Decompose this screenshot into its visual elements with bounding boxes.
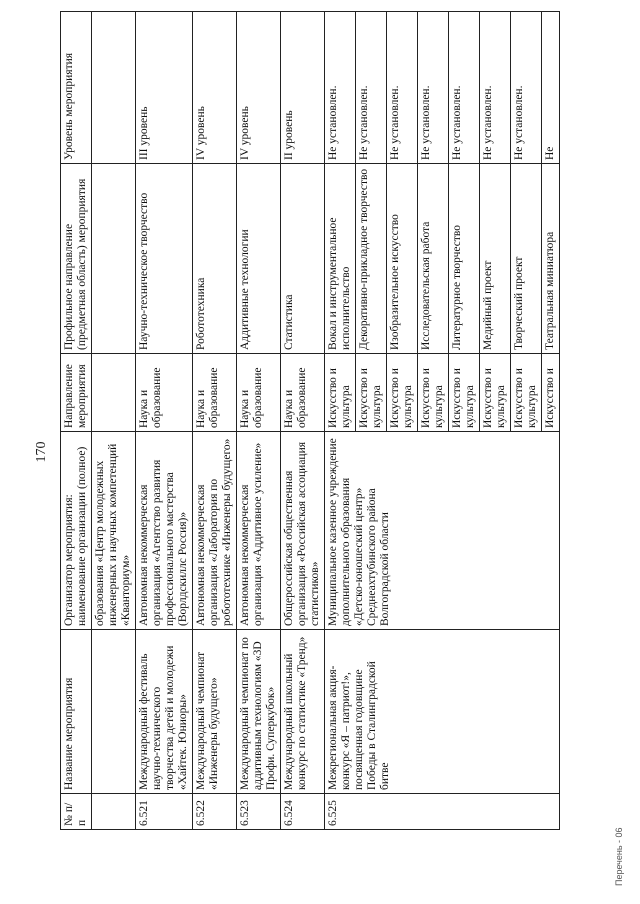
cell-num: 6.525 bbox=[325, 794, 560, 830]
cell-direction: Наука и образование bbox=[281, 354, 325, 432]
cell-level: Не установлен. bbox=[356, 12, 387, 164]
cell-level: Не установлен. bbox=[511, 12, 542, 164]
cell-direction: Искусство и культура bbox=[325, 354, 356, 432]
cell-organizer: Автономная некоммерческая организация «Лаборатория по робототехнике «Инженеры будущего» bbox=[193, 432, 237, 630]
cell-name: Международный фестиваль научно-технического творчества детей и молодежи «Хайтек. Юниоры» bbox=[136, 630, 193, 794]
cell-organizer: Автономная некоммерческая организация «Агентство развития профессионального мастерства (Ворлдскиллс Россия)» bbox=[136, 432, 193, 630]
header-organizer: Организатор мероприятия: наименование организации (полное) bbox=[61, 432, 92, 630]
cell-profile: Театральная миниатюра bbox=[542, 164, 560, 354]
header-direction: Направление мероприятия bbox=[61, 354, 92, 432]
cell-empty bbox=[92, 354, 136, 432]
cell-name: Международный чемпионат «Инженеры будущего» bbox=[193, 630, 237, 794]
page-number: 170 bbox=[34, 441, 49, 463]
cell-direction: Искусство и bbox=[542, 354, 560, 432]
cell-num: 6.522 bbox=[193, 794, 237, 830]
cell-level: III уровень bbox=[136, 12, 193, 164]
cell-level: Не bbox=[542, 12, 560, 164]
cell-direction: Искусство и культура bbox=[449, 354, 480, 432]
cell-empty bbox=[92, 164, 136, 354]
header-profile: Профильное направление (предметная область) мероприятия bbox=[61, 164, 92, 354]
continuation-row bbox=[92, 12, 136, 830]
table-row bbox=[325, 12, 356, 830]
events-table bbox=[60, 11, 560, 830]
cell-name: Международный школьный конкурс по статистике «Тренд» bbox=[281, 630, 325, 794]
cell-profile: Аддитивные технологии bbox=[237, 164, 281, 354]
cell-profile: Научно-техническое творчество bbox=[136, 164, 193, 354]
cell-profile: Робототехника bbox=[193, 164, 237, 354]
cell-level: IV уровень bbox=[237, 12, 281, 164]
cell-name: Межрегиональная акция-конкурс «Я – патриот!», посвященная годовщине Победы в Сталинградской битве bbox=[325, 630, 560, 794]
footer-label: Перечень - 06 bbox=[614, 827, 624, 886]
cell-direction: Наука и образование bbox=[136, 354, 193, 432]
cell-empty bbox=[92, 12, 136, 164]
cell-empty bbox=[92, 630, 136, 794]
cell-organizer: Муниципальное казенное учреждение дополнительного образования «Детско-юношеский центр» Среднеахтубинского района Волгоградской области bbox=[325, 432, 560, 630]
cell-level: IV уровень bbox=[193, 12, 237, 164]
cell-num: 6.521 bbox=[136, 794, 193, 830]
table-row bbox=[237, 12, 281, 830]
cell-num: 6.523 bbox=[237, 794, 281, 830]
cell-direction: Искусство и культура bbox=[387, 354, 418, 432]
cell-profile: Декоративно-прикладное творчество bbox=[356, 164, 387, 354]
cell-level: Не установлен. bbox=[449, 12, 480, 164]
cell-organizer: Общероссийская общественная организация «Российская ассоциация статистиков» bbox=[281, 432, 325, 630]
cell-name: Международный чемпионат по аддитивным технологиям «3D Профи. Суперкубок» bbox=[237, 630, 281, 794]
table-row bbox=[193, 12, 237, 830]
continuation-organizer: образования «Центр молодежных инженерных и научных компетенций «Кванториум» bbox=[92, 432, 136, 630]
header-name: Название мероприятия bbox=[61, 630, 92, 794]
cell-num: 6.524 bbox=[281, 794, 325, 830]
cell-direction: Искусство и культура bbox=[511, 354, 542, 432]
table-row bbox=[136, 12, 193, 830]
cell-profile: Литературное творчество bbox=[449, 164, 480, 354]
cell-level: II уровень bbox=[281, 12, 325, 164]
cell-level: Не установлен. bbox=[387, 12, 418, 164]
cell-direction: Наука и образование bbox=[237, 354, 281, 432]
cell-profile: Медийный проект bbox=[480, 164, 511, 354]
cell-profile: Исследовательская работа bbox=[418, 164, 449, 354]
cell-empty bbox=[92, 794, 136, 830]
cell-level: Не установлен. bbox=[418, 12, 449, 164]
cell-level: Не установлен. bbox=[325, 12, 356, 164]
cell-direction: Искусство и культура bbox=[480, 354, 511, 432]
cell-profile: Изобразительное искусство bbox=[387, 164, 418, 354]
cell-profile: Творческий проект bbox=[511, 164, 542, 354]
table-header-row bbox=[61, 12, 92, 830]
table-row bbox=[281, 12, 325, 830]
header-level: Уровень мероприятия bbox=[61, 12, 92, 164]
cell-profile: Вокал и инструментальное исполнительство bbox=[325, 164, 356, 354]
cell-organizer: Автономная некоммерческая организация «Аддитивное усиление» bbox=[237, 432, 281, 630]
cell-direction: Искусство и культура bbox=[418, 354, 449, 432]
cell-level: Не установлен. bbox=[480, 12, 511, 164]
cell-direction: Наука и образование bbox=[193, 354, 237, 432]
cell-direction: Искусство и культура bbox=[356, 354, 387, 432]
header-num: № п/п bbox=[61, 794, 92, 830]
cell-profile: Статистика bbox=[281, 164, 325, 354]
